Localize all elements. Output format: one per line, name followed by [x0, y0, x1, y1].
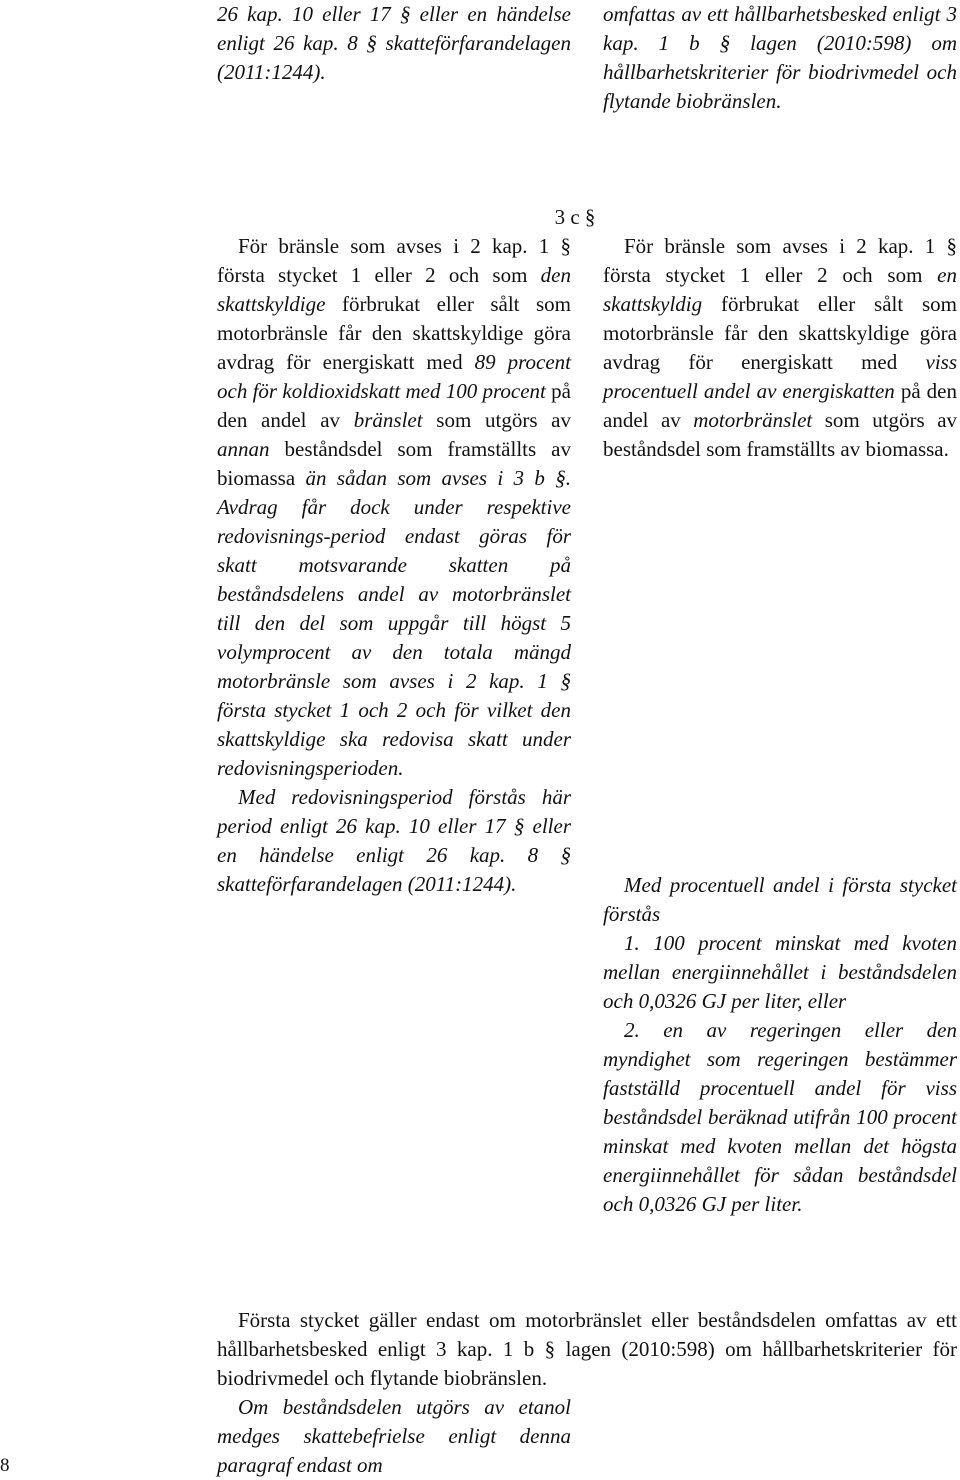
right-paragraph-3 — [603, 929, 957, 1016]
text-run: den skattskyldige — [217, 263, 571, 316]
text-run: på den andel av — [217, 379, 571, 432]
text-run: Första stycket gäller endast om motorbränslet eller beståndsdelen omfattas av ett hållbarhetsbesked enligt 3 kap. 1 b § lagen (2010:598) om hållbarhetskriterier för biodrivmedel och flytande biobränslen. — [217, 1308, 957, 1390]
text-run: annan — [217, 437, 270, 461]
left-paragraph-1 — [217, 232, 571, 783]
right-column-proposed-text-a — [603, 232, 957, 464]
text-run: på den andel av — [603, 379, 957, 432]
left-column-current-text — [217, 232, 571, 899]
page-number: 8 — [0, 1455, 10, 1476]
full-width-text — [217, 1306, 957, 1393]
text-run: förbrukat eller sålt som motorbränsle får den skattskyldige göra avdrag för energiskatt med — [217, 292, 571, 374]
left-paragraph-2 — [217, 783, 571, 899]
text-run: Med procentuell andel i första stycket förstås — [603, 873, 957, 926]
section-heading: 3 c § — [554, 205, 596, 229]
text-run: 1. 100 procent minskat med kvoten mellan energiinnehållet i beståndsdelen och 0,0326 GJ per liter, eller — [603, 931, 957, 1013]
text-run: För bränsle som avses i 2 kap. 1 § första stycket 1 eller 2 och som — [217, 234, 571, 287]
right-paragraph-2 — [603, 871, 957, 929]
top-left-continuation — [217, 0, 571, 87]
text-run: viss procentuell andel av energiskatten — [603, 350, 957, 403]
right-column-proposed-text-b — [603, 871, 957, 1219]
right-paragraph-1 — [603, 232, 957, 464]
full-width-paragraph — [217, 1306, 957, 1393]
text-run: förbrukat eller sålt som motorbränsle får den skattskyldige göra avdrag för energiskatt med — [603, 292, 957, 374]
text-run: än sådan som avses i 3 b §. Avdrag får dock under respektive redovisnings-period endast göras för skatt motsvarande skatten på beståndsdelens andel av motorbränslet till den del som uppgår till högst 5 volymprocent av den totala mängd motorbränsle som avses i 2 kap. 1 § första stycket 1 och 2 och för vilket den skattskyldige ska redovisa skatt under redovisningsperioden. — [217, 466, 571, 780]
top-right-continuation — [603, 0, 957, 116]
text-run: 26 kap. 10 eller 17 § eller en händelse enligt 26 kap. 8 § skatteförfarandelagen (2011:1244). — [217, 2, 571, 84]
text-run: För bränsle som avses i 2 kap. 1 § första stycket 1 eller 2 och som — [603, 234, 957, 287]
right-paragraph-4 — [603, 1016, 957, 1219]
text-run: beståndsdel som framställts av biomassa — [217, 437, 571, 490]
text-run: 2. en av regeringen eller den myndighet som regeringen bestämmer fastställd procentuell andel för viss beståndsdel beräknad utifrån 100 procent minskat med kvoten mellan det högsta energiinnehållet för sådan beståndsdel och 0,0326 GJ per liter. — [603, 1018, 957, 1216]
text-run: som utgörs av — [422, 408, 572, 432]
text-run: 89 procent och för koldioxidskatt med 100 procent — [217, 350, 571, 403]
text-run: en skattskyldig — [603, 263, 957, 316]
text-run: bränslet — [353, 408, 423, 432]
bottom-left-column — [217, 1393, 571, 1480]
text-run: Med redovisningsperiod förstås här period enligt 26 kap. 10 eller 17 § eller en händelse enligt 26 kap. 8 § skatteförfarandelagen (2011:1244). — [217, 785, 571, 896]
text-run: motorbränslet — [693, 408, 813, 432]
text-run: Om beståndsdelen utgörs av etanol medges skattebefrielse enligt denna paragraf endast om — [217, 1395, 571, 1477]
text-run: som utgörs av beståndsdel som framställts av biomassa. — [603, 408, 958, 461]
top-right-text — [603, 0, 957, 116]
text-run: omfattas av ett hållbarhetsbesked enligt 3 kap. 1 b § lagen (2010:598) om hållbarhetskriterier för biodrivmedel och flytande biobränslen. — [603, 2, 957, 113]
top-left-text — [217, 0, 571, 87]
bottom-left-text — [217, 1393, 571, 1480]
